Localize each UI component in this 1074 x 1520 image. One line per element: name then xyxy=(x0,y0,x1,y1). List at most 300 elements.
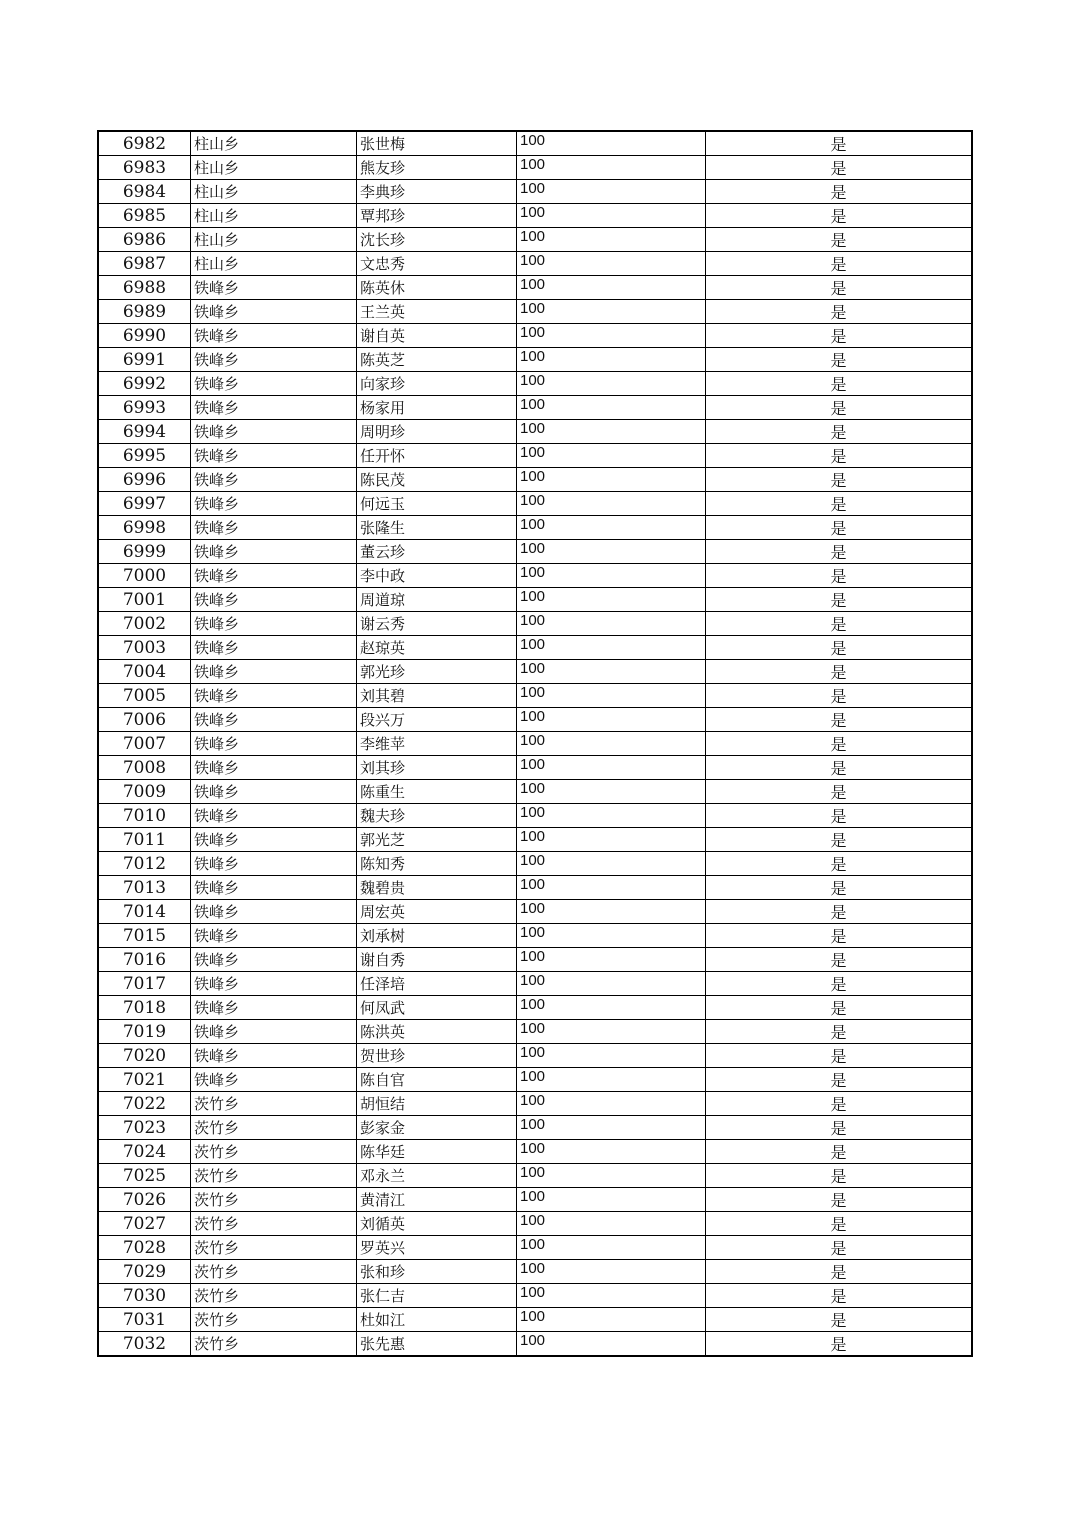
name-cell: 覃邦珍 xyxy=(357,204,517,228)
township-cell: 铁峰乡 xyxy=(191,948,357,972)
status-cell: 是 xyxy=(706,804,973,828)
table-row xyxy=(98,300,972,324)
row-number-cell: 6994 xyxy=(98,420,191,444)
data-table xyxy=(97,130,973,1357)
name-cell: 陈重生 xyxy=(357,780,517,804)
amount-cell: 100 xyxy=(517,396,706,420)
table-row xyxy=(98,540,972,564)
amount-cell: 100 xyxy=(517,660,706,684)
name-cell: 董云珍 xyxy=(357,540,517,564)
township-cell: 铁峰乡 xyxy=(191,828,357,852)
status-cell: 是 xyxy=(706,732,973,756)
table-row xyxy=(98,276,972,300)
row-number-cell: 7026 xyxy=(98,1188,191,1212)
row-number-cell: 6999 xyxy=(98,540,191,564)
amount-cell: 100 xyxy=(517,180,706,204)
row-number-cell: 7028 xyxy=(98,1236,191,1260)
amount-cell: 100 xyxy=(517,876,706,900)
status-cell: 是 xyxy=(706,420,973,444)
status-cell: 是 xyxy=(706,204,973,228)
township-cell: 茨竹乡 xyxy=(191,1260,357,1284)
table-row xyxy=(98,828,972,852)
name-cell: 谢云秀 xyxy=(357,612,517,636)
status-cell: 是 xyxy=(706,708,973,732)
row-number-cell: 6993 xyxy=(98,396,191,420)
table-row xyxy=(98,972,972,996)
table-row xyxy=(98,1332,972,1357)
status-cell: 是 xyxy=(706,444,973,468)
status-cell: 是 xyxy=(706,300,973,324)
amount-cell: 100 xyxy=(517,1140,706,1164)
row-number-cell: 6992 xyxy=(98,372,191,396)
amount-cell: 100 xyxy=(517,1284,706,1308)
status-cell: 是 xyxy=(706,156,973,180)
table-row xyxy=(98,636,972,660)
table-row xyxy=(98,924,972,948)
table-row xyxy=(98,1308,972,1332)
table-row xyxy=(98,1140,972,1164)
township-cell: 铁峰乡 xyxy=(191,564,357,588)
amount-cell: 100 xyxy=(517,852,706,876)
amount-cell: 100 xyxy=(517,1260,706,1284)
row-number-cell: 7007 xyxy=(98,732,191,756)
name-cell: 郭光珍 xyxy=(357,660,517,684)
amount-cell: 100 xyxy=(517,684,706,708)
township-cell: 铁峰乡 xyxy=(191,348,357,372)
row-number-cell: 7024 xyxy=(98,1140,191,1164)
township-cell: 铁峰乡 xyxy=(191,924,357,948)
amount-cell: 100 xyxy=(517,252,706,276)
row-number-cell: 7009 xyxy=(98,780,191,804)
name-cell: 陈民茂 xyxy=(357,468,517,492)
name-cell: 熊友珍 xyxy=(357,156,517,180)
amount-cell: 100 xyxy=(517,300,706,324)
township-cell: 铁峰乡 xyxy=(191,612,357,636)
table-row xyxy=(98,252,972,276)
table-row xyxy=(98,948,972,972)
township-cell: 茨竹乡 xyxy=(191,1140,357,1164)
row-number-cell: 7005 xyxy=(98,684,191,708)
township-cell: 铁峰乡 xyxy=(191,372,357,396)
row-number-cell: 7000 xyxy=(98,564,191,588)
name-cell: 李中政 xyxy=(357,564,517,588)
township-cell: 柱山乡 xyxy=(191,204,357,228)
status-cell: 是 xyxy=(706,1284,973,1308)
row-number-cell: 7027 xyxy=(98,1212,191,1236)
township-cell: 铁峰乡 xyxy=(191,1020,357,1044)
status-cell: 是 xyxy=(706,180,973,204)
status-cell: 是 xyxy=(706,876,973,900)
name-cell: 任泽培 xyxy=(357,972,517,996)
name-cell: 魏碧贵 xyxy=(357,876,517,900)
amount-cell: 100 xyxy=(517,564,706,588)
name-cell: 王兰英 xyxy=(357,300,517,324)
row-number-cell: 6985 xyxy=(98,204,191,228)
table-row xyxy=(98,1236,972,1260)
table-row xyxy=(98,996,972,1020)
amount-cell: 100 xyxy=(517,1164,706,1188)
status-cell: 是 xyxy=(706,1116,973,1140)
row-number-cell: 6991 xyxy=(98,348,191,372)
township-cell: 铁峰乡 xyxy=(191,900,357,924)
township-cell: 铁峰乡 xyxy=(191,276,357,300)
table-row xyxy=(98,1212,972,1236)
table-row xyxy=(98,852,972,876)
township-cell: 铁峰乡 xyxy=(191,636,357,660)
name-cell: 陈英芝 xyxy=(357,348,517,372)
amount-cell: 100 xyxy=(517,156,706,180)
status-cell: 是 xyxy=(706,1236,973,1260)
amount-cell: 100 xyxy=(517,804,706,828)
name-cell: 刘其珍 xyxy=(357,756,517,780)
name-cell: 何远玉 xyxy=(357,492,517,516)
township-cell: 铁峰乡 xyxy=(191,876,357,900)
amount-cell: 100 xyxy=(517,1044,706,1068)
amount-cell: 100 xyxy=(517,828,706,852)
name-cell: 贺世珍 xyxy=(357,1044,517,1068)
township-cell: 铁峰乡 xyxy=(191,708,357,732)
township-cell: 铁峰乡 xyxy=(191,1068,357,1092)
name-cell: 陈华廷 xyxy=(357,1140,517,1164)
township-cell: 铁峰乡 xyxy=(191,516,357,540)
row-number-cell: 7002 xyxy=(98,612,191,636)
township-cell: 茨竹乡 xyxy=(191,1284,357,1308)
status-cell: 是 xyxy=(706,372,973,396)
township-cell: 茨竹乡 xyxy=(191,1332,357,1357)
name-cell: 向家珍 xyxy=(357,372,517,396)
name-cell: 张世梅 xyxy=(357,131,517,156)
row-number-cell: 7017 xyxy=(98,972,191,996)
table-row xyxy=(98,564,972,588)
status-cell: 是 xyxy=(706,588,973,612)
name-cell: 李维苹 xyxy=(357,732,517,756)
name-cell: 周道琼 xyxy=(357,588,517,612)
table-row xyxy=(98,588,972,612)
name-cell: 郭光芝 xyxy=(357,828,517,852)
name-cell: 陈洪英 xyxy=(357,1020,517,1044)
name-cell: 胡恒结 xyxy=(357,1092,517,1116)
township-cell: 茨竹乡 xyxy=(191,1188,357,1212)
name-cell: 魏夫珍 xyxy=(357,804,517,828)
status-cell: 是 xyxy=(706,1332,973,1357)
status-cell: 是 xyxy=(706,660,973,684)
row-number-cell: 7014 xyxy=(98,900,191,924)
amount-cell: 100 xyxy=(517,516,706,540)
status-cell: 是 xyxy=(706,1260,973,1284)
status-cell: 是 xyxy=(706,228,973,252)
amount-cell: 100 xyxy=(517,1308,706,1332)
table-row xyxy=(98,756,972,780)
table-row xyxy=(98,516,972,540)
row-number-cell: 7023 xyxy=(98,1116,191,1140)
status-cell: 是 xyxy=(706,948,973,972)
township-cell: 铁峰乡 xyxy=(191,780,357,804)
table-row xyxy=(98,780,972,804)
name-cell: 邓永兰 xyxy=(357,1164,517,1188)
table-body xyxy=(98,131,972,1356)
township-cell: 铁峰乡 xyxy=(191,492,357,516)
name-cell: 段兴万 xyxy=(357,708,517,732)
status-cell: 是 xyxy=(706,612,973,636)
status-cell: 是 xyxy=(706,131,973,156)
amount-cell: 100 xyxy=(517,900,706,924)
township-cell: 茨竹乡 xyxy=(191,1212,357,1236)
table-row xyxy=(98,900,972,924)
row-number-cell: 7031 xyxy=(98,1308,191,1332)
name-cell: 张隆生 xyxy=(357,516,517,540)
table-row xyxy=(98,1188,972,1212)
table-row xyxy=(98,492,972,516)
row-number-cell: 6982 xyxy=(98,131,191,156)
table-row xyxy=(98,1020,972,1044)
name-cell: 杨家用 xyxy=(357,396,517,420)
name-cell: 文忠秀 xyxy=(357,252,517,276)
township-cell: 铁峰乡 xyxy=(191,756,357,780)
status-cell: 是 xyxy=(706,468,973,492)
row-number-cell: 7021 xyxy=(98,1068,191,1092)
name-cell: 罗英兴 xyxy=(357,1236,517,1260)
row-number-cell: 7032 xyxy=(98,1332,191,1357)
township-cell: 铁峰乡 xyxy=(191,444,357,468)
township-cell: 柱山乡 xyxy=(191,131,357,156)
row-number-cell: 6987 xyxy=(98,252,191,276)
township-cell: 柱山乡 xyxy=(191,180,357,204)
row-number-cell: 6989 xyxy=(98,300,191,324)
row-number-cell: 7006 xyxy=(98,708,191,732)
status-cell: 是 xyxy=(706,1092,973,1116)
amount-cell: 100 xyxy=(517,420,706,444)
amount-cell: 100 xyxy=(517,924,706,948)
amount-cell: 100 xyxy=(517,780,706,804)
table-row xyxy=(98,204,972,228)
row-number-cell: 7020 xyxy=(98,1044,191,1068)
status-cell: 是 xyxy=(706,852,973,876)
amount-cell: 100 xyxy=(517,228,706,252)
township-cell: 铁峰乡 xyxy=(191,588,357,612)
status-cell: 是 xyxy=(706,636,973,660)
status-cell: 是 xyxy=(706,828,973,852)
amount-cell: 100 xyxy=(517,612,706,636)
name-cell: 周宏英 xyxy=(357,900,517,924)
status-cell: 是 xyxy=(706,516,973,540)
amount-cell: 100 xyxy=(517,972,706,996)
table-row xyxy=(98,324,972,348)
amount-cell: 100 xyxy=(517,708,706,732)
table-row xyxy=(98,732,972,756)
amount-cell: 100 xyxy=(517,444,706,468)
name-cell: 张先惠 xyxy=(357,1332,517,1357)
row-number-cell: 7011 xyxy=(98,828,191,852)
row-number-cell: 7013 xyxy=(98,876,191,900)
amount-cell: 100 xyxy=(517,996,706,1020)
status-cell: 是 xyxy=(706,924,973,948)
amount-cell: 100 xyxy=(517,1236,706,1260)
status-cell: 是 xyxy=(706,972,973,996)
status-cell: 是 xyxy=(706,996,973,1020)
amount-cell: 100 xyxy=(517,372,706,396)
table-row xyxy=(98,1284,972,1308)
status-cell: 是 xyxy=(706,276,973,300)
amount-cell: 100 xyxy=(517,732,706,756)
table-row xyxy=(98,228,972,252)
name-cell: 赵琼英 xyxy=(357,636,517,660)
table-row xyxy=(98,1260,972,1284)
status-cell: 是 xyxy=(706,1164,973,1188)
row-number-cell: 7012 xyxy=(98,852,191,876)
row-number-cell: 7001 xyxy=(98,588,191,612)
amount-cell: 100 xyxy=(517,1332,706,1357)
township-cell: 柱山乡 xyxy=(191,156,357,180)
row-number-cell: 6984 xyxy=(98,180,191,204)
table-row xyxy=(98,372,972,396)
name-cell: 陈知秀 xyxy=(357,852,517,876)
name-cell: 陈自官 xyxy=(357,1068,517,1092)
amount-cell: 100 xyxy=(517,1020,706,1044)
table-row xyxy=(98,156,972,180)
row-number-cell: 7018 xyxy=(98,996,191,1020)
township-cell: 铁峰乡 xyxy=(191,396,357,420)
township-cell: 茨竹乡 xyxy=(191,1308,357,1332)
table-row xyxy=(98,684,972,708)
table-row xyxy=(98,180,972,204)
township-cell: 铁峰乡 xyxy=(191,732,357,756)
table-row xyxy=(98,660,972,684)
name-cell: 刘承树 xyxy=(357,924,517,948)
amount-cell: 100 xyxy=(517,1068,706,1092)
status-cell: 是 xyxy=(706,1020,973,1044)
township-cell: 茨竹乡 xyxy=(191,1092,357,1116)
table-row xyxy=(98,1116,972,1140)
amount-cell: 100 xyxy=(517,468,706,492)
township-cell: 铁峰乡 xyxy=(191,420,357,444)
row-number-cell: 7008 xyxy=(98,756,191,780)
name-cell: 黄清江 xyxy=(357,1188,517,1212)
table-row xyxy=(98,396,972,420)
amount-cell: 100 xyxy=(517,948,706,972)
status-cell: 是 xyxy=(706,1212,973,1236)
status-cell: 是 xyxy=(706,492,973,516)
table-row xyxy=(98,1044,972,1068)
status-cell: 是 xyxy=(706,1308,973,1332)
amount-cell: 100 xyxy=(517,588,706,612)
township-cell: 铁峰乡 xyxy=(191,660,357,684)
table-row xyxy=(98,1092,972,1116)
name-cell: 刘其碧 xyxy=(357,684,517,708)
name-cell: 沈长珍 xyxy=(357,228,517,252)
status-cell: 是 xyxy=(706,1188,973,1212)
row-number-cell: 7019 xyxy=(98,1020,191,1044)
status-cell: 是 xyxy=(706,780,973,804)
table-row xyxy=(98,444,972,468)
name-cell: 陈英休 xyxy=(357,276,517,300)
amount-cell: 100 xyxy=(517,324,706,348)
amount-cell: 100 xyxy=(517,1092,706,1116)
status-cell: 是 xyxy=(706,540,973,564)
township-cell: 铁峰乡 xyxy=(191,804,357,828)
status-cell: 是 xyxy=(706,1068,973,1092)
name-cell: 刘循英 xyxy=(357,1212,517,1236)
amount-cell: 100 xyxy=(517,1188,706,1212)
row-number-cell: 7004 xyxy=(98,660,191,684)
table-row xyxy=(98,876,972,900)
row-number-cell: 6983 xyxy=(98,156,191,180)
row-number-cell: 7025 xyxy=(98,1164,191,1188)
table-row xyxy=(98,420,972,444)
table-row xyxy=(98,804,972,828)
name-cell: 杜如江 xyxy=(357,1308,517,1332)
row-number-cell: 6998 xyxy=(98,516,191,540)
amount-cell: 100 xyxy=(517,1212,706,1236)
row-number-cell: 6990 xyxy=(98,324,191,348)
amount-cell: 100 xyxy=(517,756,706,780)
name-cell: 彭家金 xyxy=(357,1116,517,1140)
township-cell: 铁峰乡 xyxy=(191,300,357,324)
row-number-cell: 7022 xyxy=(98,1092,191,1116)
table-row xyxy=(98,348,972,372)
name-cell: 何凤武 xyxy=(357,996,517,1020)
amount-cell: 100 xyxy=(517,276,706,300)
township-cell: 铁峰乡 xyxy=(191,852,357,876)
status-cell: 是 xyxy=(706,396,973,420)
row-number-cell: 7003 xyxy=(98,636,191,660)
name-cell: 李典珍 xyxy=(357,180,517,204)
name-cell: 任开怀 xyxy=(357,444,517,468)
township-cell: 铁峰乡 xyxy=(191,540,357,564)
township-cell: 铁峰乡 xyxy=(191,684,357,708)
row-number-cell: 7029 xyxy=(98,1260,191,1284)
township-cell: 柱山乡 xyxy=(191,228,357,252)
amount-cell: 100 xyxy=(517,492,706,516)
name-cell: 周明珍 xyxy=(357,420,517,444)
row-number-cell: 6988 xyxy=(98,276,191,300)
status-cell: 是 xyxy=(706,1140,973,1164)
amount-cell: 100 xyxy=(517,636,706,660)
township-cell: 铁峰乡 xyxy=(191,324,357,348)
row-number-cell: 6996 xyxy=(98,468,191,492)
status-cell: 是 xyxy=(706,1044,973,1068)
township-cell: 铁峰乡 xyxy=(191,996,357,1020)
name-cell: 张和珍 xyxy=(357,1260,517,1284)
row-number-cell: 6986 xyxy=(98,228,191,252)
table-row xyxy=(98,708,972,732)
row-number-cell: 7015 xyxy=(98,924,191,948)
name-cell: 谢自英 xyxy=(357,324,517,348)
township-cell: 茨竹乡 xyxy=(191,1236,357,1260)
row-number-cell: 7016 xyxy=(98,948,191,972)
amount-cell: 100 xyxy=(517,204,706,228)
amount-cell: 100 xyxy=(517,1116,706,1140)
township-cell: 茨竹乡 xyxy=(191,1164,357,1188)
table-row xyxy=(98,612,972,636)
status-cell: 是 xyxy=(706,756,973,780)
township-cell: 铁峰乡 xyxy=(191,468,357,492)
row-number-cell: 7010 xyxy=(98,804,191,828)
status-cell: 是 xyxy=(706,324,973,348)
status-cell: 是 xyxy=(706,684,973,708)
name-cell: 张仁吉 xyxy=(357,1284,517,1308)
name-cell: 谢自秀 xyxy=(357,948,517,972)
amount-cell: 100 xyxy=(517,131,706,156)
status-cell: 是 xyxy=(706,564,973,588)
status-cell: 是 xyxy=(706,252,973,276)
township-cell: 柱山乡 xyxy=(191,252,357,276)
table-row xyxy=(98,131,972,156)
status-cell: 是 xyxy=(706,900,973,924)
table-row xyxy=(98,468,972,492)
row-number-cell: 6997 xyxy=(98,492,191,516)
table-row xyxy=(98,1164,972,1188)
amount-cell: 100 xyxy=(517,348,706,372)
